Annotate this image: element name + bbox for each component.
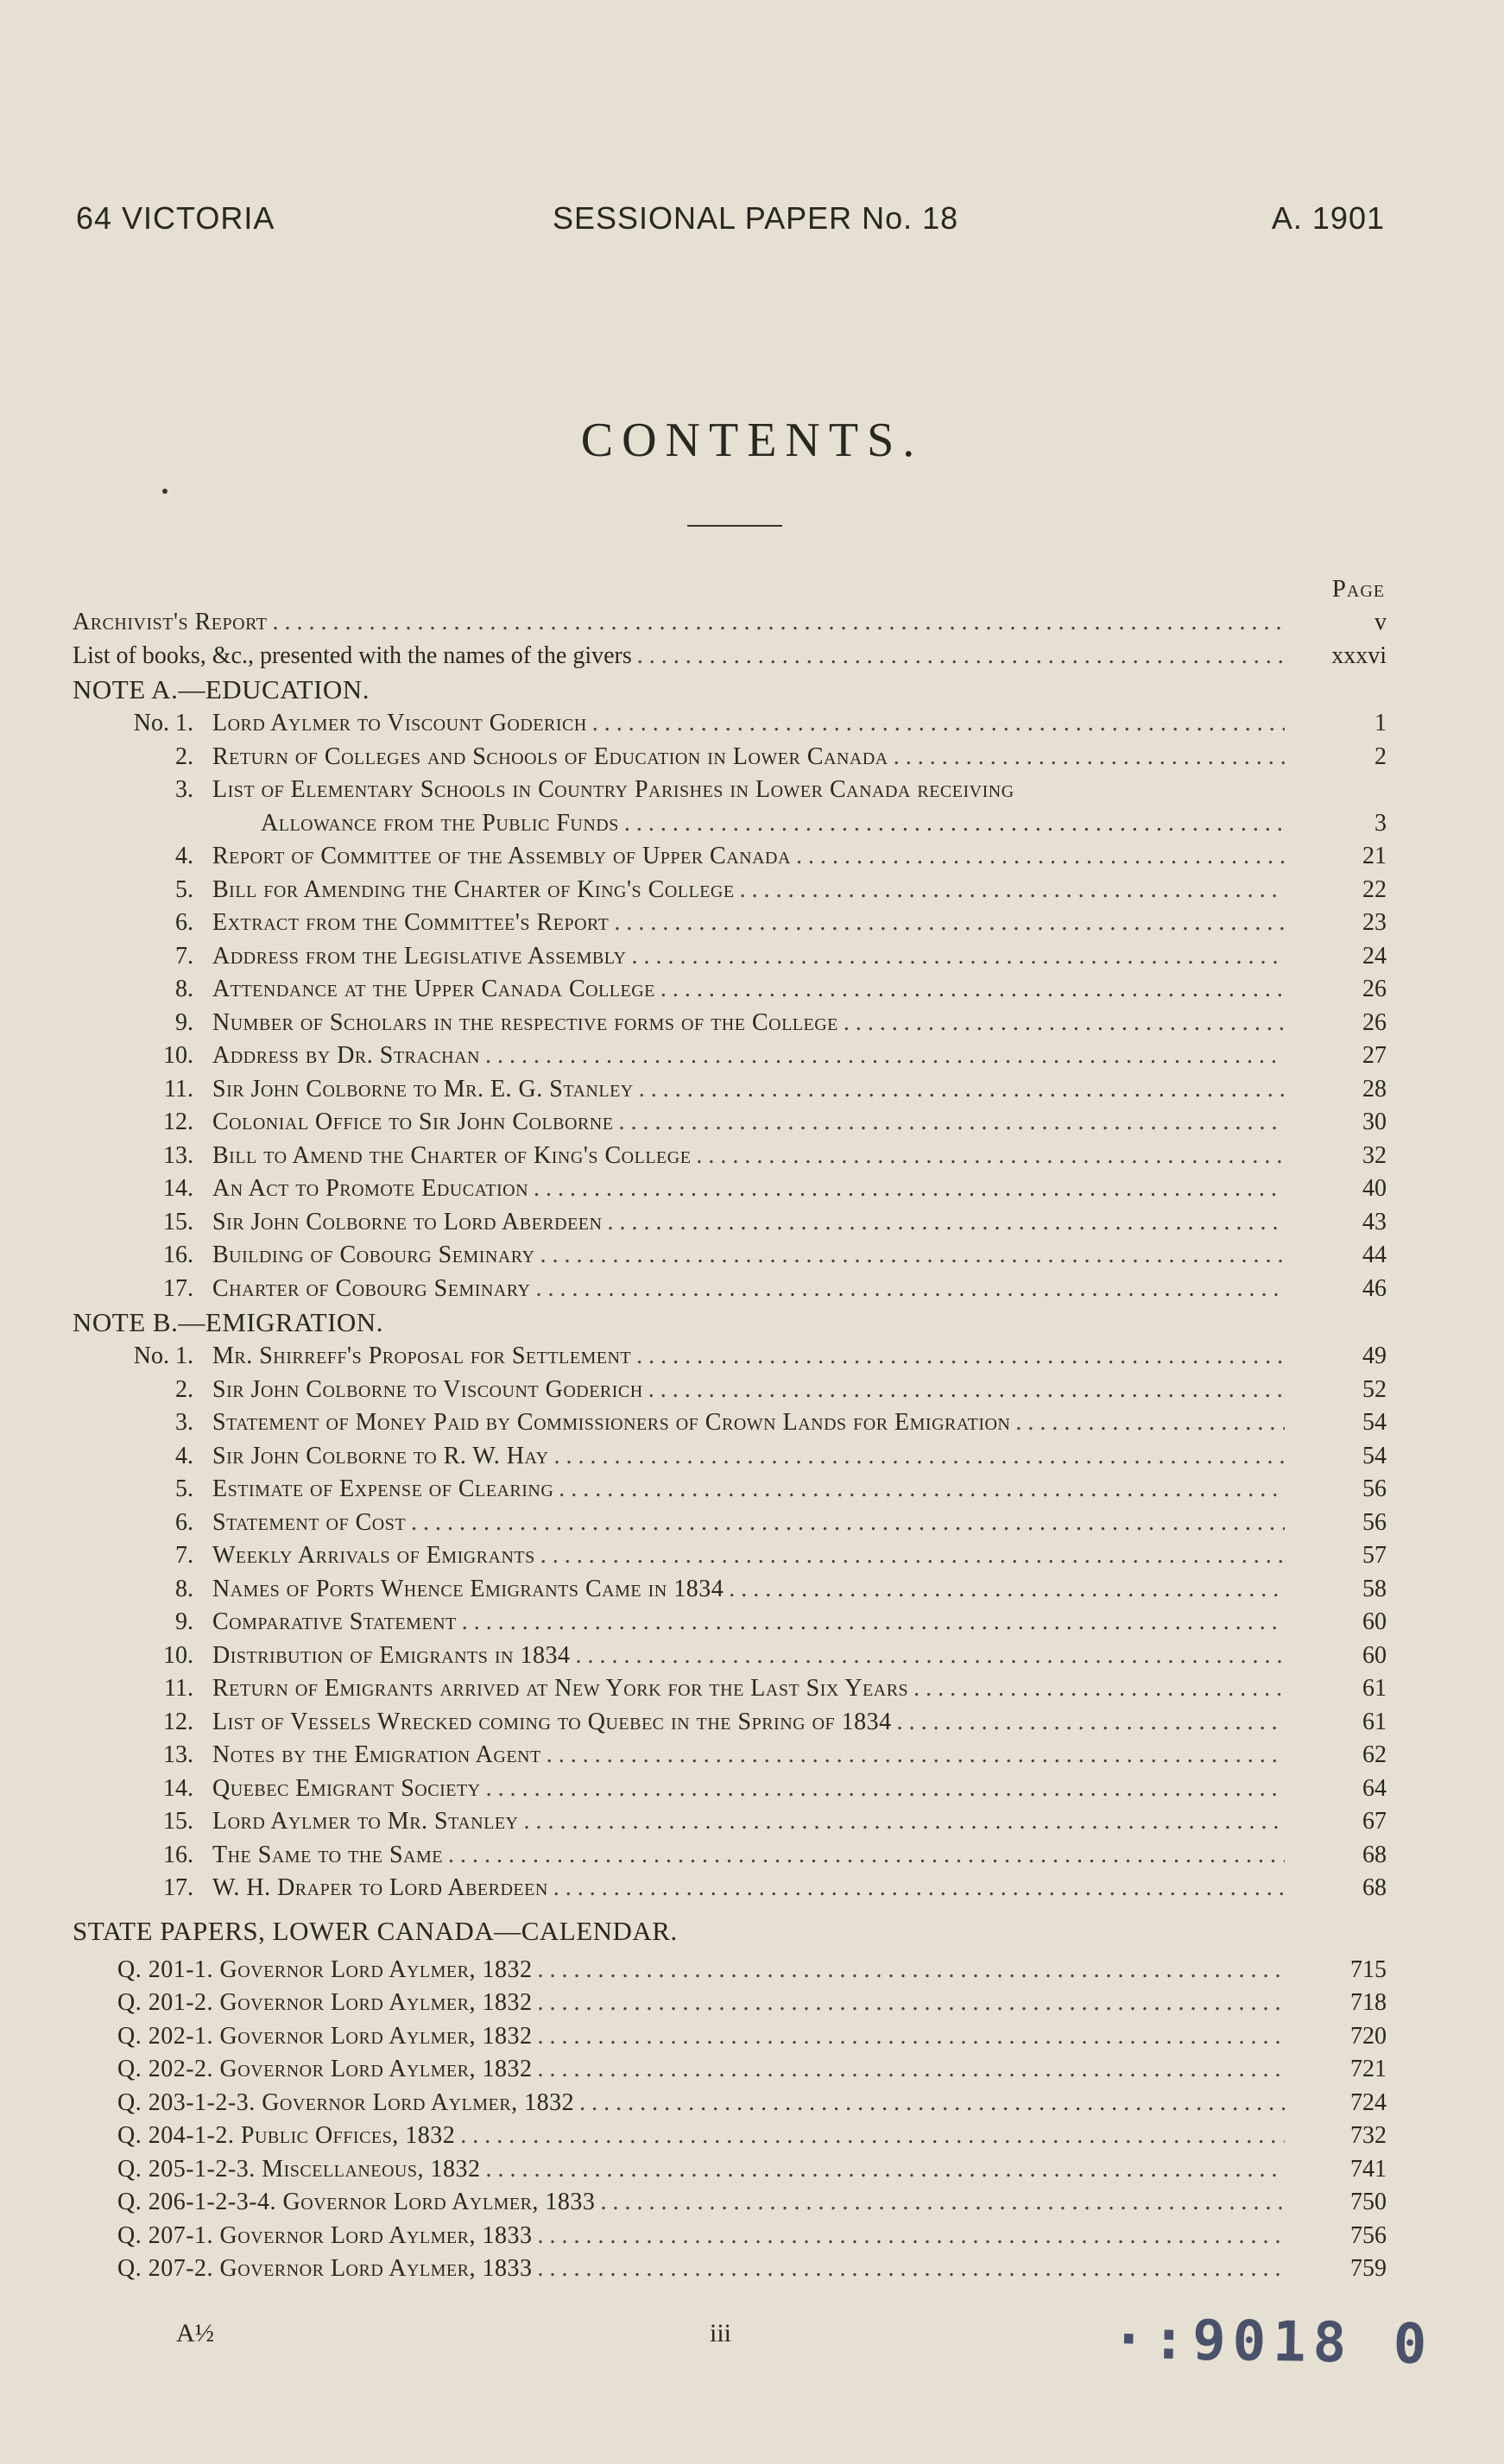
toc-entry [73, 2087, 1385, 2120]
entry-number: 8. [175, 976, 193, 1002]
entry-number: 7. [175, 1542, 193, 1569]
dot-leader [486, 1772, 1285, 1805]
dot-leader [637, 640, 1285, 673]
entry-number: 2. [175, 1375, 193, 1403]
entry-page-number: 732 [1350, 2122, 1387, 2149]
entry-page-number: 64 [1362, 1774, 1387, 1802]
header-year: A. 1901 [1271, 200, 1385, 236]
dot-leader [607, 1206, 1285, 1239]
entry-title: Return of Colleges and Schools of Education in Lower Canada [212, 742, 888, 770]
dot-leader [559, 1473, 1285, 1506]
dot-leader [540, 1239, 1285, 1272]
title-rule [687, 525, 782, 527]
entry-page-number: 3 [1374, 809, 1387, 837]
toc-entry [73, 1073, 1385, 1107]
toc-entry [73, 1206, 1385, 1240]
toc-entry [73, 1606, 1385, 1640]
dot-leader [624, 807, 1285, 840]
entry-title: Allowance from the Public Funds [261, 809, 619, 837]
entry-page-number: 52 [1362, 1375, 1387, 1403]
entry-title: Bill to Amend the Charter of King's College [212, 1141, 692, 1169]
dot-leader [272, 606, 1285, 639]
dot-leader [554, 1440, 1285, 1473]
toc-entry [73, 1987, 1385, 2020]
entry-title: Public Offices, 1832 [240, 2122, 456, 2149]
dot-leader [485, 1039, 1285, 1072]
entry-number: 9. [175, 1008, 193, 1036]
entry-page-number: 32 [1362, 1141, 1387, 1169]
entry-title: Lord Aylmer to Mr. Stanley [212, 1808, 519, 1835]
toc-entry [73, 1440, 1385, 1474]
dot-leader [631, 940, 1285, 973]
toc-entry [73, 1140, 1385, 1173]
toc-entry [73, 1640, 1385, 1673]
entry-title: List of Elementary Schools in Country Parishes in Lower Canada receiving [212, 776, 1014, 803]
entry-title: Governor Lord Aylmer, 1832 [219, 2056, 533, 2082]
toc-entry [73, 1839, 1385, 1873]
entry-title: Sir John Colborne to Mr. E. G. Stanley [212, 1075, 634, 1102]
page-folio: iii [710, 2319, 732, 2347]
toc-entry [73, 1507, 1385, 1540]
entry-number: No. 1. [133, 710, 193, 736]
toc-entry [73, 606, 1385, 640]
toc-entry [73, 2220, 1385, 2253]
header-victoria: 64 VICTORIA [76, 200, 275, 236]
dot-leader [844, 1007, 1285, 1039]
entry-page-number: 61 [1362, 1675, 1387, 1702]
dot-leader [913, 1672, 1285, 1705]
toc-entry [73, 2120, 1385, 2153]
dot-leader [486, 2153, 1286, 2186]
entry-number: 16. [163, 1241, 193, 1268]
entry-title: Building of Cobourg Seminary [212, 1241, 535, 1268]
entry-page-number: 756 [1350, 2221, 1387, 2249]
entry-page-number: 62 [1362, 1741, 1387, 1768]
toc-entry [73, 807, 1385, 841]
toc-entry [73, 1172, 1385, 1206]
dot-leader [540, 1539, 1285, 1572]
dot-leader [537, 1954, 1285, 1987]
entry-page-number: 1 [1374, 710, 1387, 736]
entry-number: 7. [175, 942, 193, 970]
dot-leader [648, 1374, 1285, 1406]
entry-page-number: 24 [1362, 942, 1387, 970]
toc-entry [73, 2186, 1385, 2220]
entry-page-number: 750 [1350, 2189, 1387, 2215]
entry-title: Governor Lord Aylmer, 1832 [262, 2088, 575, 2116]
entry-page-number: 26 [1362, 976, 1387, 1002]
dot-leader [537, 2220, 1285, 2252]
entry-number: 17. [163, 1274, 193, 1302]
entry-page-number: 49 [1362, 1343, 1387, 1369]
dot-leader [600, 2186, 1285, 2219]
entry-title: List of books, &c., presented with the names of the givers [73, 641, 632, 669]
page-title: CONTENTS. [580, 414, 924, 467]
entry-number: 10. [163, 1641, 193, 1669]
entry-page-number: 56 [1362, 1475, 1387, 1502]
entry-number: 14. [163, 1175, 193, 1202]
entry-title: Governor Lord Aylmer, 1832 [219, 1989, 533, 2016]
toc-entry [73, 1340, 1385, 1374]
entry-title: Attendance at the Upper Canada College [212, 976, 655, 1002]
entry-page-number: 721 [1350, 2056, 1387, 2082]
dot-leader [537, 1987, 1285, 2019]
section-heading: NOTE A.—EDUCATION. [73, 674, 370, 704]
entry-title: Number of Scholars in the respective forms of the College [212, 1008, 838, 1036]
toc-entry [73, 940, 1385, 974]
entry-page-number: 54 [1362, 1409, 1387, 1436]
entry-number: No. 1. [133, 1343, 193, 1369]
entry-page-number: 724 [1350, 2088, 1387, 2116]
entry-title: Statement of Cost [212, 1508, 407, 1536]
entry-number: 17. [163, 1874, 193, 1901]
entry-number: Q. 202-1. [117, 2022, 220, 2050]
section-heading: NOTE B.—EMIGRATION. [73, 1307, 383, 1337]
entry-page-number: 741 [1350, 2155, 1387, 2183]
entry-title: Governor Lord Aylmer, 1833 [219, 2255, 533, 2282]
entry-title: Lord Aylmer to Viscount Goderich [212, 710, 587, 736]
entry-page-number: 26 [1362, 1008, 1387, 1036]
toc-entry [73, 1406, 1385, 1440]
dot-leader [740, 874, 1285, 907]
entry-title: Sir John Colborne to R. W. Hay [212, 1442, 549, 1469]
toc-entry [73, 1007, 1385, 1040]
entry-page-number: 28 [1362, 1075, 1387, 1102]
entry-number: 8. [175, 1575, 193, 1602]
entry-number: 11. [164, 1675, 193, 1702]
dot-leader [579, 2087, 1285, 2120]
entry-title: Comparative Statement [212, 1608, 457, 1635]
header-sessional-paper: SESSIONAL PAPER No. 18 [553, 200, 959, 236]
toc-entry [73, 1106, 1385, 1140]
toc-entry [73, 1706, 1385, 1740]
entry-number: Q. 206-1-2-3-4. [117, 2189, 283, 2215]
toc-entry [73, 1672, 1385, 1706]
entry-title: Names of Ports Whence Emigrants Came in 1834 [212, 1575, 724, 1602]
entry-number: 6. [175, 909, 193, 936]
dot-leader [537, 2053, 1285, 2086]
entry-number: 15. [163, 1808, 193, 1835]
toc-entry [73, 907, 1385, 940]
entry-number: Q. 207-1. [117, 2221, 220, 2249]
entry-page-number: 21 [1362, 843, 1387, 869]
dot-leader [639, 1073, 1285, 1106]
entry-page-number: 30 [1362, 1109, 1387, 1135]
entry-title: Weekly Arrivals of Emigrants [212, 1542, 535, 1569]
entry-page-number: 58 [1362, 1575, 1387, 1602]
entry-page-number: 57 [1362, 1542, 1387, 1569]
entry-number: 14. [163, 1774, 193, 1802]
entry-title: Sir John Colborne to Viscount Goderich [212, 1375, 643, 1403]
dot-leader [636, 1340, 1285, 1373]
entry-title: Distribution of Emigrants in 1834 [212, 1641, 571, 1669]
dot-leader [460, 2120, 1285, 2152]
toc-entry [73, 707, 1385, 741]
entry-number: 3. [175, 776, 193, 803]
entry-title: W. H. Draper to Lord Aberdeen [212, 1874, 548, 1901]
toc-entry [73, 640, 1385, 673]
entry-title: Bill for Amending the Charter of King's College [212, 875, 735, 903]
entry-page-number: 67 [1362, 1808, 1387, 1835]
toc-entry [73, 1805, 1385, 1839]
entry-page-number: 60 [1362, 1608, 1387, 1635]
entry-title: Return of Emigrants arrived at New York for the Last Six Years [212, 1675, 909, 1702]
entry-number: Q. 207-2. [117, 2255, 220, 2282]
entry-number: 5. [175, 1475, 193, 1502]
dot-leader [696, 1140, 1285, 1172]
toc-entry [73, 774, 1385, 807]
entry-title: Miscellaneous, 1832 [262, 2155, 481, 2183]
entry-page-number: 715 [1350, 1955, 1387, 1983]
entry-title: Address by Dr. Strachan [212, 1042, 480, 1069]
entry-title: Governor Lord Aylmer, 1832 [219, 1955, 533, 1983]
dot-leader [592, 707, 1285, 740]
entry-number: 2. [175, 742, 193, 770]
entry-number: Q. 201-1. [117, 1955, 220, 1983]
entry-number: 13. [163, 1141, 193, 1169]
entry-number: Q. 201-2. [117, 1989, 220, 2016]
toc-entry [73, 1273, 1385, 1306]
entry-number: Q. 204-1-2. [117, 2122, 241, 2149]
ink-dot [162, 489, 167, 494]
toc-entry [73, 1374, 1385, 1407]
dot-leader [537, 2020, 1285, 2053]
entry-title: Notes by the Emigration Agent [212, 1741, 541, 1768]
entry-number: 9. [175, 1608, 193, 1635]
entry-title: Colonial Office to Sir John Colborne [212, 1109, 614, 1135]
dot-leader [537, 2252, 1285, 2285]
entry-number: 3. [175, 1409, 193, 1436]
dot-leader [618, 1106, 1285, 1139]
entry-number: 4. [175, 843, 193, 869]
entry-title: Statement of Money Paid by Commissioners of Crown Lands for Emigration [212, 1409, 1011, 1436]
toc-entry [73, 741, 1385, 774]
dot-leader [547, 1739, 1285, 1772]
toc-entry [73, 2020, 1385, 2054]
entry-number: 12. [163, 1708, 193, 1735]
entry-number: 4. [175, 1442, 193, 1469]
dot-leader [535, 1273, 1285, 1305]
toc-entry [73, 1872, 1385, 1905]
toc-entry [73, 1239, 1385, 1273]
entry-number: 5. [175, 875, 193, 903]
entry-title: Charter of Cobourg Seminary [212, 1274, 531, 1302]
entry-title: An Act to Promote Education [212, 1175, 529, 1202]
entry-page-number: xxxvi [1331, 641, 1387, 669]
dot-leader [897, 1706, 1285, 1739]
section-heading: STATE PAPERS, LOWER CANADA—CALENDAR. [73, 1915, 678, 1946]
toc-entry [73, 2153, 1385, 2187]
entry-page-number: 68 [1362, 1841, 1387, 1868]
entry-page-number: 27 [1362, 1042, 1387, 1069]
entry-title: Estimate of Expense of Clearing [212, 1475, 554, 1502]
entry-title: Governor Lord Aylmer, 1833 [282, 2189, 596, 2215]
toc-entry [73, 973, 1385, 1007]
dot-leader [614, 907, 1285, 939]
toc-entry [73, 1739, 1385, 1772]
dot-leader [576, 1640, 1286, 1672]
entry-page-number: 2 [1374, 742, 1387, 770]
entry-title: The Same to the Same [212, 1841, 443, 1868]
entry-page-number: 54 [1362, 1442, 1387, 1469]
entry-page-number: 718 [1350, 1989, 1387, 2016]
entry-number: 10. [163, 1042, 193, 1069]
entry-page-number: 23 [1362, 909, 1387, 936]
entry-page-number: 720 [1350, 2022, 1387, 2050]
entry-number: 11. [164, 1075, 193, 1102]
entry-page-number: 44 [1362, 1241, 1387, 1268]
toc-entry [73, 1772, 1385, 1806]
entry-page-number: 40 [1362, 1175, 1387, 1202]
entry-number: Q. 202-2. [117, 2056, 220, 2082]
entry-title: Sir John Colborne to Lord Aberdeen [212, 1208, 603, 1235]
entry-page-number: 60 [1362, 1641, 1387, 1669]
entry-page-number: 56 [1362, 1508, 1387, 1536]
toc-entry [73, 1473, 1385, 1507]
running-header [76, 200, 1385, 243]
dot-leader [524, 1805, 1286, 1838]
dot-leader [534, 1172, 1285, 1205]
signature-mark: A½ [176, 2319, 215, 2347]
entry-title: Report of Committee of the Assembly of Upper Canada [212, 843, 791, 869]
page-column-heading: Page [1331, 575, 1385, 603]
dot-leader [411, 1507, 1285, 1539]
entry-title: Quebec Emigrant Society [212, 1774, 481, 1802]
entry-page-number: 46 [1362, 1274, 1387, 1302]
dot-leader [553, 1872, 1285, 1905]
entry-title: Governor Lord Aylmer, 1832 [219, 2022, 533, 2050]
dot-leader [660, 973, 1285, 1006]
table-of-contents [73, 606, 1385, 2286]
entry-number: 12. [163, 1109, 193, 1135]
entry-title: Extract from the Committee's Report [212, 909, 610, 936]
entry-number: Q. 205-1-2-3. [117, 2155, 262, 2183]
entry-title: List of Vessels Wrecked coming to Quebec in the Spring of 1834 [212, 1708, 892, 1735]
dot-leader [894, 741, 1285, 774]
toc-entry [73, 874, 1385, 907]
entry-page-number: 759 [1350, 2255, 1387, 2282]
dot-leader [1015, 1406, 1285, 1439]
entry-page-number: 68 [1362, 1874, 1387, 1901]
entry-page-number: 43 [1362, 1208, 1387, 1235]
entry-number: 6. [175, 1508, 193, 1536]
entry-page-number: 22 [1362, 875, 1387, 903]
dot-leader [462, 1606, 1285, 1639]
dot-leader [796, 840, 1285, 873]
entry-number: 15. [163, 1208, 193, 1235]
entry-number: 13. [163, 1741, 193, 1768]
toc-entry [73, 1539, 1385, 1573]
entry-title: Mr. Shirreff's Proposal for Settlement [212, 1343, 632, 1369]
toc-entry [73, 1573, 1385, 1607]
dot-leader [729, 1573, 1285, 1606]
toc-entry [73, 2252, 1385, 2286]
toc-entry [73, 2053, 1385, 2087]
entry-number: 16. [163, 1841, 193, 1868]
toc-entry [73, 1039, 1385, 1073]
library-stamp: ·:9018 0 [1111, 2307, 1434, 2378]
entry-title: Address from the Legislative Assembly [212, 942, 627, 970]
entry-number: Q. 203-1-2-3. [117, 2088, 262, 2116]
entry-page-number: 61 [1362, 1708, 1387, 1735]
entry-page-number: v [1374, 609, 1387, 635]
entry-title: Governor Lord Aylmer, 1833 [219, 2221, 533, 2249]
dot-leader [448, 1839, 1285, 1872]
entry-title: Archivist's Report [73, 609, 268, 635]
toc-entry [73, 840, 1385, 874]
toc-entry [73, 1954, 1385, 1987]
